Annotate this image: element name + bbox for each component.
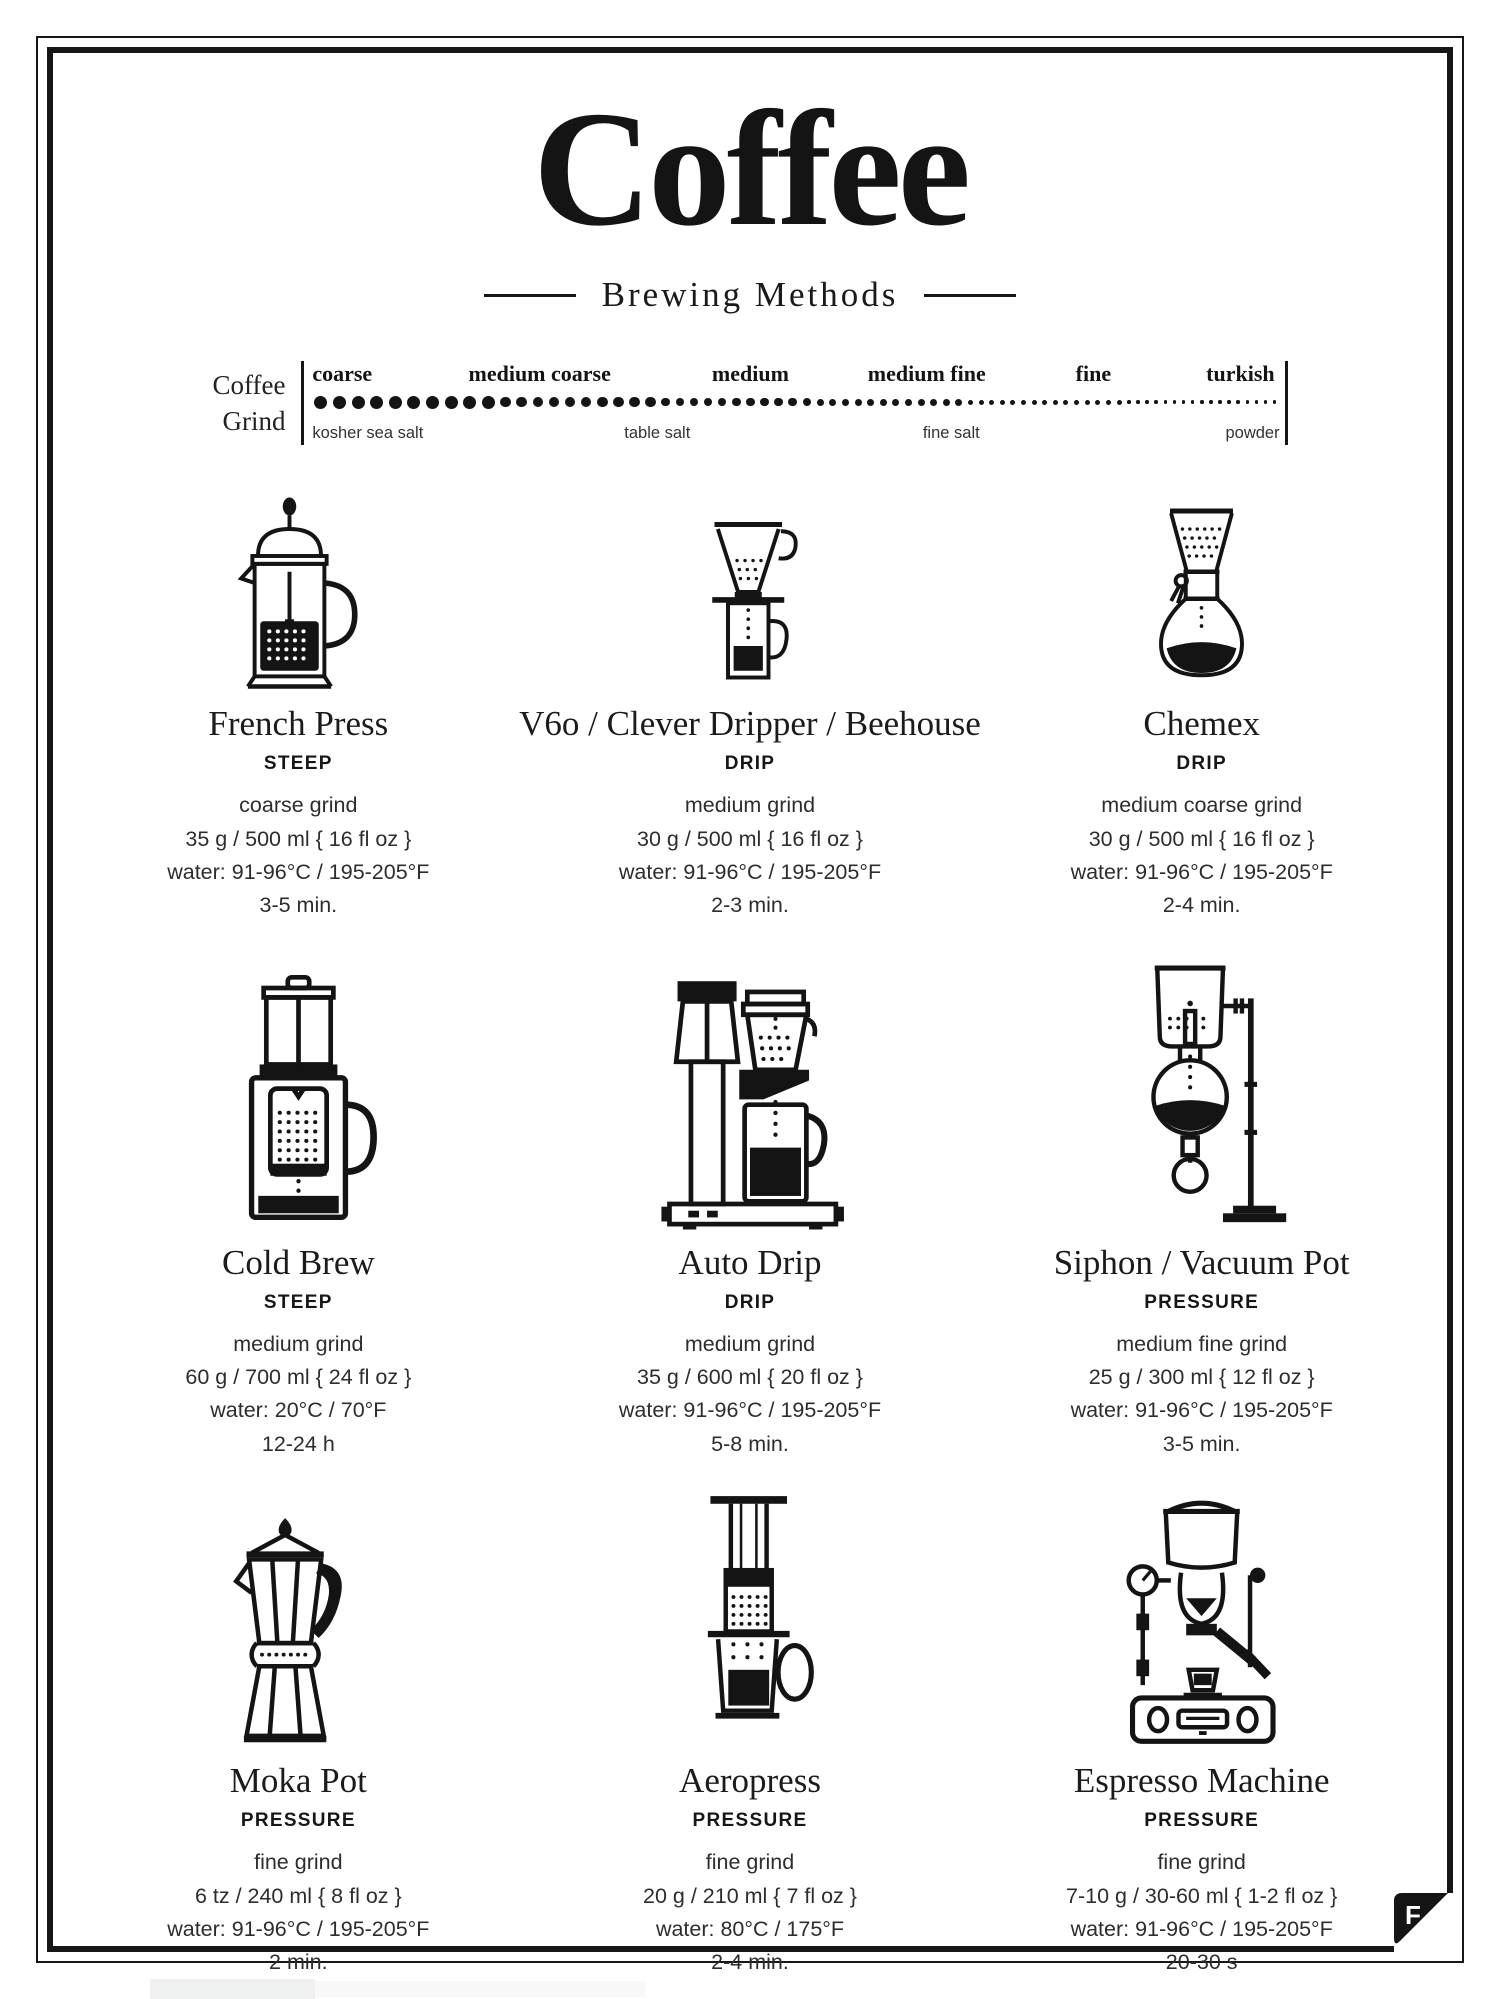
- method-details: [1066, 1846, 1337, 1979]
- grind-dot-coarse: [389, 396, 402, 409]
- method-name: Espresso Machine: [1073, 1761, 1330, 1800]
- grind-dot-fine: [1053, 400, 1058, 405]
- method-type: DRIP: [724, 1291, 776, 1313]
- grind-dot-medium-coarse: [613, 397, 624, 408]
- grind-dot-medium: [732, 398, 741, 407]
- grind-dot-medium-coarse: [549, 397, 560, 408]
- grind-dot-medium-coarse: [533, 397, 544, 408]
- method-grind: fine grind: [705, 1850, 795, 1875]
- method-card-siphon: [981, 963, 1423, 1462]
- grind-dot-fine: [1117, 400, 1122, 405]
- grind-dot-coarse: [370, 396, 383, 409]
- grind-dot-medium-fine: [930, 399, 937, 406]
- grind-dot-coarse: [333, 396, 346, 409]
- method-grind: medium fine grind: [1116, 1331, 1288, 1356]
- method-grind: medium grind: [233, 1331, 364, 1356]
- grind-dot-coarse: [407, 396, 420, 409]
- method-ratio: 20 g / 210 ml { 7 fl oz }: [643, 1883, 857, 1908]
- method-card-aeropress: [519, 1501, 981, 1980]
- grind-dot-fine: [1021, 400, 1026, 405]
- grind-sublabel-table-salt: table salt: [624, 424, 691, 442]
- method-name: Siphon / Vacuum Pot: [1053, 1242, 1350, 1282]
- grind-dot-turkish: [1182, 400, 1186, 404]
- grind-dot-medium-coarse: [500, 397, 511, 408]
- method-grind: fine grind: [1157, 1850, 1246, 1875]
- pour-over-dripper-icon: [683, 487, 818, 692]
- grind-dot-coarse: [463, 396, 476, 409]
- grind-dot-medium: [718, 398, 727, 407]
- grind-dot-medium: [704, 398, 713, 407]
- method-water: water: 91-96°C / 195-205°F: [167, 859, 430, 884]
- grind-dot-turkish: [1218, 400, 1222, 404]
- method-type: PRESSURE: [1144, 1291, 1260, 1313]
- grind-dot-coarse: [445, 396, 458, 409]
- grind-dot-coarse: [352, 396, 365, 409]
- method-time: 3-5 min.: [1162, 1431, 1241, 1456]
- method-time: 2-3 min.: [711, 893, 789, 918]
- brand-logo-icon: [1394, 1893, 1448, 1947]
- method-details: [643, 1846, 857, 1979]
- method-ratio: 6 tz / 240 ml { 8 fl oz }: [194, 1883, 402, 1908]
- scan-artifact: [315, 1981, 645, 1997]
- grind-sublabel-kosher-sea-salt: kosher sea salt: [312, 424, 424, 442]
- method-grind: fine grind: [254, 1850, 343, 1875]
- method-name: Moka Pot: [229, 1761, 367, 1800]
- grind-dot-turkish: [1200, 400, 1204, 404]
- grind-dot-medium-fine: [905, 399, 912, 406]
- grind-sublabel-powder: powder: [1225, 424, 1280, 442]
- method-time: 12-24 h: [261, 1431, 335, 1456]
- grind-dot-turkish: [1127, 400, 1131, 404]
- method-time: 20-30 s: [1165, 1950, 1238, 1975]
- grind-dot-turkish: [1255, 400, 1259, 404]
- grind-dot-coarse: [314, 396, 327, 409]
- grind-dot-fine: [989, 400, 994, 405]
- grind-dot-medium: [788, 398, 797, 407]
- method-type: PRESSURE: [692, 1810, 808, 1832]
- method-type: STEEP: [263, 1291, 333, 1313]
- grind-dot-fine: [1000, 400, 1005, 405]
- grind-label-fine: fine: [1075, 361, 1112, 386]
- grind-dot-medium: [661, 398, 670, 407]
- methods-grid: [78, 487, 1423, 1980]
- grind-dot-turkish: [1191, 400, 1195, 404]
- method-type: PRESSURE: [240, 1810, 356, 1832]
- grind-label-turkish: turkish: [1206, 361, 1275, 386]
- grind-dot-medium-fine: [842, 399, 849, 406]
- grind-scale-title: [213, 361, 302, 445]
- grind-label-coarse: coarse: [312, 361, 373, 386]
- method-type: DRIP: [1176, 753, 1227, 775]
- method-details: [619, 789, 881, 922]
- method-name: Cold Brew: [222, 1242, 375, 1282]
- grind-label-medium-coarse: medium coarse: [468, 361, 611, 386]
- grind-dot-coarse: [482, 396, 495, 409]
- grind-dot-fine: [968, 400, 973, 405]
- method-details: [619, 1328, 881, 1461]
- grind-dot-fine: [1042, 400, 1047, 405]
- method-card-espresso-machine: [981, 1501, 1423, 1980]
- grind-scale-track: [301, 361, 1287, 445]
- method-water: water: 91-96°C / 195-205°F: [167, 1916, 430, 1941]
- grind-dot-turkish: [1164, 400, 1168, 404]
- grind-dot-fine: [979, 400, 984, 405]
- grind-dot-turkish: [1136, 400, 1140, 404]
- grind-dot-fine: [1106, 400, 1111, 405]
- grind-dot-fine: [1032, 400, 1037, 405]
- grind-dot-fine: [1095, 400, 1100, 405]
- page-subtitle: Brewing Methods: [601, 275, 899, 314]
- grind-dot-medium-coarse: [645, 397, 656, 408]
- method-water: water: 91-96°C / 195-205°F: [1070, 1398, 1333, 1423]
- grind-dot-coarse: [426, 396, 439, 409]
- grind-dot-turkish: [1154, 400, 1158, 404]
- subtitle-row: [0, 275, 1500, 315]
- method-details: [1071, 1328, 1333, 1461]
- grind-dot-fine: [1063, 400, 1068, 405]
- grind-dot-medium-fine: [892, 399, 899, 406]
- french-press-icon: [231, 487, 366, 692]
- method-time: 5-8 min.: [711, 1431, 789, 1456]
- method-water: water: 91-96°C / 195-205°F: [1070, 859, 1333, 884]
- method-water: water: 91-96°C / 195-205°F: [618, 859, 882, 884]
- corner-logo-patch: [1394, 1893, 1456, 1955]
- method-details: [1071, 789, 1333, 922]
- method-time: 2-4 min.: [711, 1950, 789, 1975]
- grind-dot-medium-fine: [955, 399, 962, 406]
- brand-logo-letter: F: [1405, 1900, 1421, 1930]
- method-card-cold-brew: [78, 963, 520, 1462]
- method-type: STEEP: [263, 753, 333, 775]
- method-water: water: 20°C / 70°F: [210, 1398, 387, 1423]
- grind-dot-medium-fine: [943, 399, 950, 406]
- method-ratio: 25 g / 300 ml { 12 fl oz }: [1088, 1365, 1315, 1390]
- grind-sublabel-fine-salt: fine salt: [922, 424, 980, 442]
- grind-scale: [213, 361, 1288, 445]
- method-grind: medium grind: [684, 793, 816, 818]
- grind-dots-row: [314, 394, 1276, 410]
- method-ratio: 7-10 g / 30-60 ml { 1-2 fl oz }: [1066, 1883, 1338, 1908]
- method-card-chemex: [981, 487, 1423, 923]
- grind-dot-turkish: [1264, 400, 1268, 404]
- grind-dot-medium-coarse: [597, 397, 608, 408]
- grind-dot-medium: [774, 398, 783, 407]
- subtitle-rule-left: [484, 294, 576, 297]
- aeropress-icon: [672, 1501, 828, 1749]
- method-name: Chemex: [1143, 704, 1260, 743]
- grind-dot-medium-coarse: [629, 397, 640, 408]
- method-time: 3-5 min.: [259, 893, 338, 918]
- method-grind: coarse grind: [239, 793, 358, 818]
- method-name: French Press: [208, 704, 389, 743]
- scan-artifact: [150, 1979, 315, 1999]
- grind-dot-medium-coarse: [581, 397, 592, 408]
- grind-dot-medium: [690, 398, 699, 407]
- method-ratio: 30 g / 500 ml { 16 fl oz }: [637, 826, 863, 851]
- grind-dot-medium-fine: [817, 399, 824, 406]
- grind-dot-turkish: [1246, 400, 1250, 404]
- method-ratio: 60 g / 700 ml { 24 fl oz }: [185, 1365, 412, 1390]
- grind-label-medium: medium: [711, 361, 789, 386]
- method-card-auto-drip: [519, 963, 981, 1462]
- grind-dot-turkish: [1236, 400, 1240, 404]
- grind-dot-medium: [803, 398, 812, 407]
- method-card-pour-over: [519, 487, 981, 923]
- grind-dot-turkish: [1145, 400, 1149, 404]
- grind-title-line2: Grind: [222, 406, 286, 436]
- grind-dot-turkish: [1209, 400, 1213, 404]
- method-time: 2-4 min.: [1162, 893, 1241, 918]
- grind-dot-medium-fine: [829, 399, 836, 406]
- method-type: DRIP: [724, 753, 776, 775]
- grind-dot-medium-fine: [855, 399, 862, 406]
- grind-dot-turkish: [1273, 400, 1277, 404]
- grind-dot-turkish: [1227, 400, 1231, 404]
- cold-brew-icon: [210, 963, 387, 1231]
- grind-label-medium-fine: medium fine: [867, 361, 986, 386]
- grind-dot-medium-coarse: [516, 397, 527, 408]
- grind-dot-turkish: [1173, 400, 1177, 404]
- method-card-french-press: [78, 487, 520, 923]
- method-ratio: 30 g / 500 ml { 16 fl oz }: [1088, 826, 1315, 851]
- method-details: [167, 789, 429, 922]
- method-ratio: 35 g / 600 ml { 20 fl oz }: [637, 1365, 863, 1390]
- grind-dot-medium-fine: [867, 399, 874, 406]
- method-name: V6o / Clever Dripper / Beehouse: [519, 704, 981, 743]
- grind-title-line1: Coffee: [212, 369, 286, 400]
- method-type: PRESSURE: [1144, 1810, 1260, 1832]
- method-details: [185, 1328, 411, 1461]
- method-time: 2 min.: [269, 1950, 328, 1975]
- chemex-icon: [1134, 487, 1269, 692]
- grind-dot-medium-coarse: [565, 397, 576, 408]
- method-name: Aeropress: [679, 1761, 821, 1800]
- grind-dot-medium: [676, 398, 685, 407]
- espresso-machine-icon: [1104, 1501, 1299, 1749]
- method-grind: medium coarse grind: [1101, 793, 1303, 818]
- grind-dot-fine: [1085, 400, 1090, 405]
- grind-dot-fine: [1010, 400, 1015, 405]
- siphon-icon: [1116, 963, 1287, 1231]
- method-ratio: 35 g / 500 ml { 16 fl oz }: [185, 826, 412, 851]
- grind-dot-fine: [1074, 400, 1079, 405]
- auto-drip-icon: [648, 963, 852, 1231]
- method-water: water: 91-96°C / 195-205°F: [1070, 1916, 1333, 1941]
- grind-dot-medium: [746, 398, 755, 407]
- method-details: [167, 1846, 429, 1979]
- method-card-moka-pot: [78, 1501, 520, 1980]
- method-grind: medium grind: [684, 1331, 816, 1356]
- grind-dot-medium-fine: [880, 399, 887, 406]
- method-water: water: 91-96°C / 195-205°F: [618, 1398, 882, 1423]
- grind-dot-medium-fine: [918, 399, 925, 406]
- method-name: Auto Drip: [678, 1242, 822, 1282]
- grind-dot-medium: [760, 398, 769, 407]
- method-water: water: 80°C / 175°F: [655, 1916, 845, 1941]
- moka-pot-icon: [213, 1501, 383, 1749]
- subtitle-rule-right: [924, 294, 1016, 297]
- page-title: Coffee: [532, 77, 968, 260]
